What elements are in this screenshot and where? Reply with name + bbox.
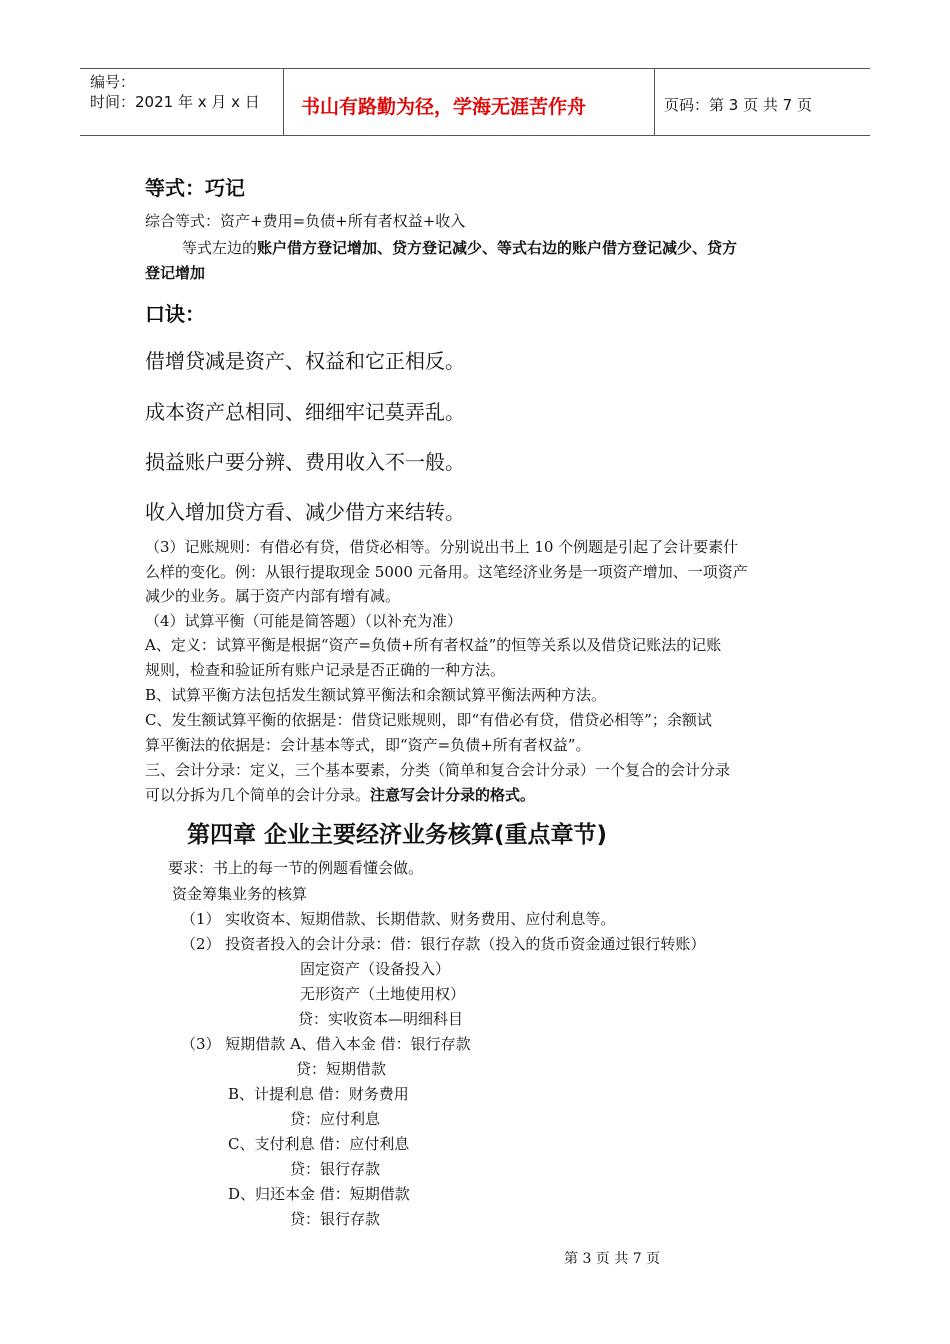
para-methods: B、试算平衡方法包括发生额试算平衡法和余额试算平衡法两种方法。 [145, 686, 607, 704]
doc-number-label: 编号： [90, 73, 136, 91]
header-page-info: 页码：第 3 页 共 7 页 [664, 96, 812, 114]
doc-time-label: 时间：2021 年 x 月 x 日 [90, 93, 260, 111]
para-bookkeeping-rule: 么样的变化。例：从银行提取现金 5000 元备用。这笔经济业务是一项资产增加、一项资产 [145, 563, 748, 581]
entry-line: C、支付利息 借：应付利息 [228, 1135, 410, 1153]
chapter-subtitle: 资金筹集业务的核算 [172, 885, 308, 903]
equation-rule-normal: 等式左边的 [182, 239, 258, 257]
rhyme-line: 损益账户要分辨、费用收入不一般。 [145, 450, 465, 474]
para-bookkeeping-rule: （3）记账规则：有借必有贷，借贷必相等。分别说出书上 10 个例题是引起了会计要素什 [145, 538, 739, 556]
para-definition: 规则，检查和验证所有账户记录是否正确的一种方法。 [145, 661, 506, 679]
equation-rule-continued: 登记增加 [145, 264, 206, 282]
rhyme-line: 收入增加贷方看、减少借方来结转。 [145, 500, 465, 524]
header-divider-left [283, 68, 284, 136]
entry-line: 无形资产（土地使用权） [300, 985, 466, 1003]
equation-rule-line [182, 237, 737, 258]
chapter-requirement: 要求：书上的每一节的例题看懂会做。 [168, 859, 424, 877]
para-basis: C、发生额试算平衡的依据是：借贷记账规则，即“有借必有贷，借贷必相等”；余额试 [145, 711, 712, 729]
para-basis: 算平衡法的依据是：会计基本等式，即“资产=负债+所有者权益”。 [145, 736, 591, 754]
entry-line: （1） 实收资本、短期借款、长期借款、财务费用、应付利息等。 [181, 910, 616, 928]
rhyme-line: 成本资产总相同、细细牢记莫弄乱。 [145, 400, 465, 424]
entry-line: 固定资产（设备投入） [300, 960, 451, 978]
equation-line: 综合等式：资产+费用=负债+所有者权益+收入 [145, 212, 466, 230]
entry-line: B、计提利息 借：财务费用 [228, 1085, 409, 1103]
section-title-rhyme: 口诀： [145, 302, 205, 326]
header-top-border [80, 68, 870, 69]
chapter-title: 第四章 企业主要经济业务核算(重点章节) [187, 822, 608, 848]
section-title-equation: 等式：巧记 [145, 176, 245, 200]
para-journal-entry: 三、会计分录：定义，三个基本要素，分类（简单和复合会计分录）一个复合的会计分录 [145, 761, 731, 779]
journal-entry-note: 注意写会计分录的格式。 [370, 786, 536, 804]
para-bookkeeping-rule: 减少的业务。属于资产内部有增有减。 [145, 587, 401, 605]
entry-line: 贷：实收资本—明细科目 [298, 1010, 464, 1028]
header-motto: 书山有路勤为径，学海无涯苦作舟 [301, 96, 587, 118]
journal-entry-normal: 可以分拆为几个简单的会计分录。 [145, 786, 371, 804]
header-bottom-border [80, 135, 870, 136]
footer-page-number: 第 3 页 共 7 页 [564, 1251, 661, 1267]
entry-line: （3） 短期借款 A、借入本金 借：银行存款 [181, 1035, 471, 1053]
entry-line: 贷：银行存款 [290, 1210, 381, 1228]
entry-line: （2） 投资者投入的会计分录：借：银行存款（投入的货币资金通过银行转账） [181, 935, 706, 953]
para-definition: A、定义：试算平衡是根据“资产=负债+所有者权益”的恒等关系以及借贷记账法的记账 [145, 636, 722, 654]
entry-line: 贷：应付利息 [290, 1110, 381, 1128]
para-journal-entry [145, 784, 535, 805]
header-divider-right [654, 68, 655, 136]
entry-line: 贷：短期借款 [296, 1060, 387, 1078]
entry-line: D、归还本金 借：短期借款 [228, 1185, 410, 1203]
entry-line: 贷：银行存款 [290, 1160, 381, 1178]
equation-rule-bold: 账户借方登记增加、贷方登记减少、等式右边的账户借方登记减少、贷方 [257, 239, 738, 257]
para-trial-balance: （4）试算平衡（可能是简答题）（以补充为准） [145, 612, 463, 630]
rhyme-line: 借增贷减是资产、权益和它正相反。 [145, 349, 465, 373]
